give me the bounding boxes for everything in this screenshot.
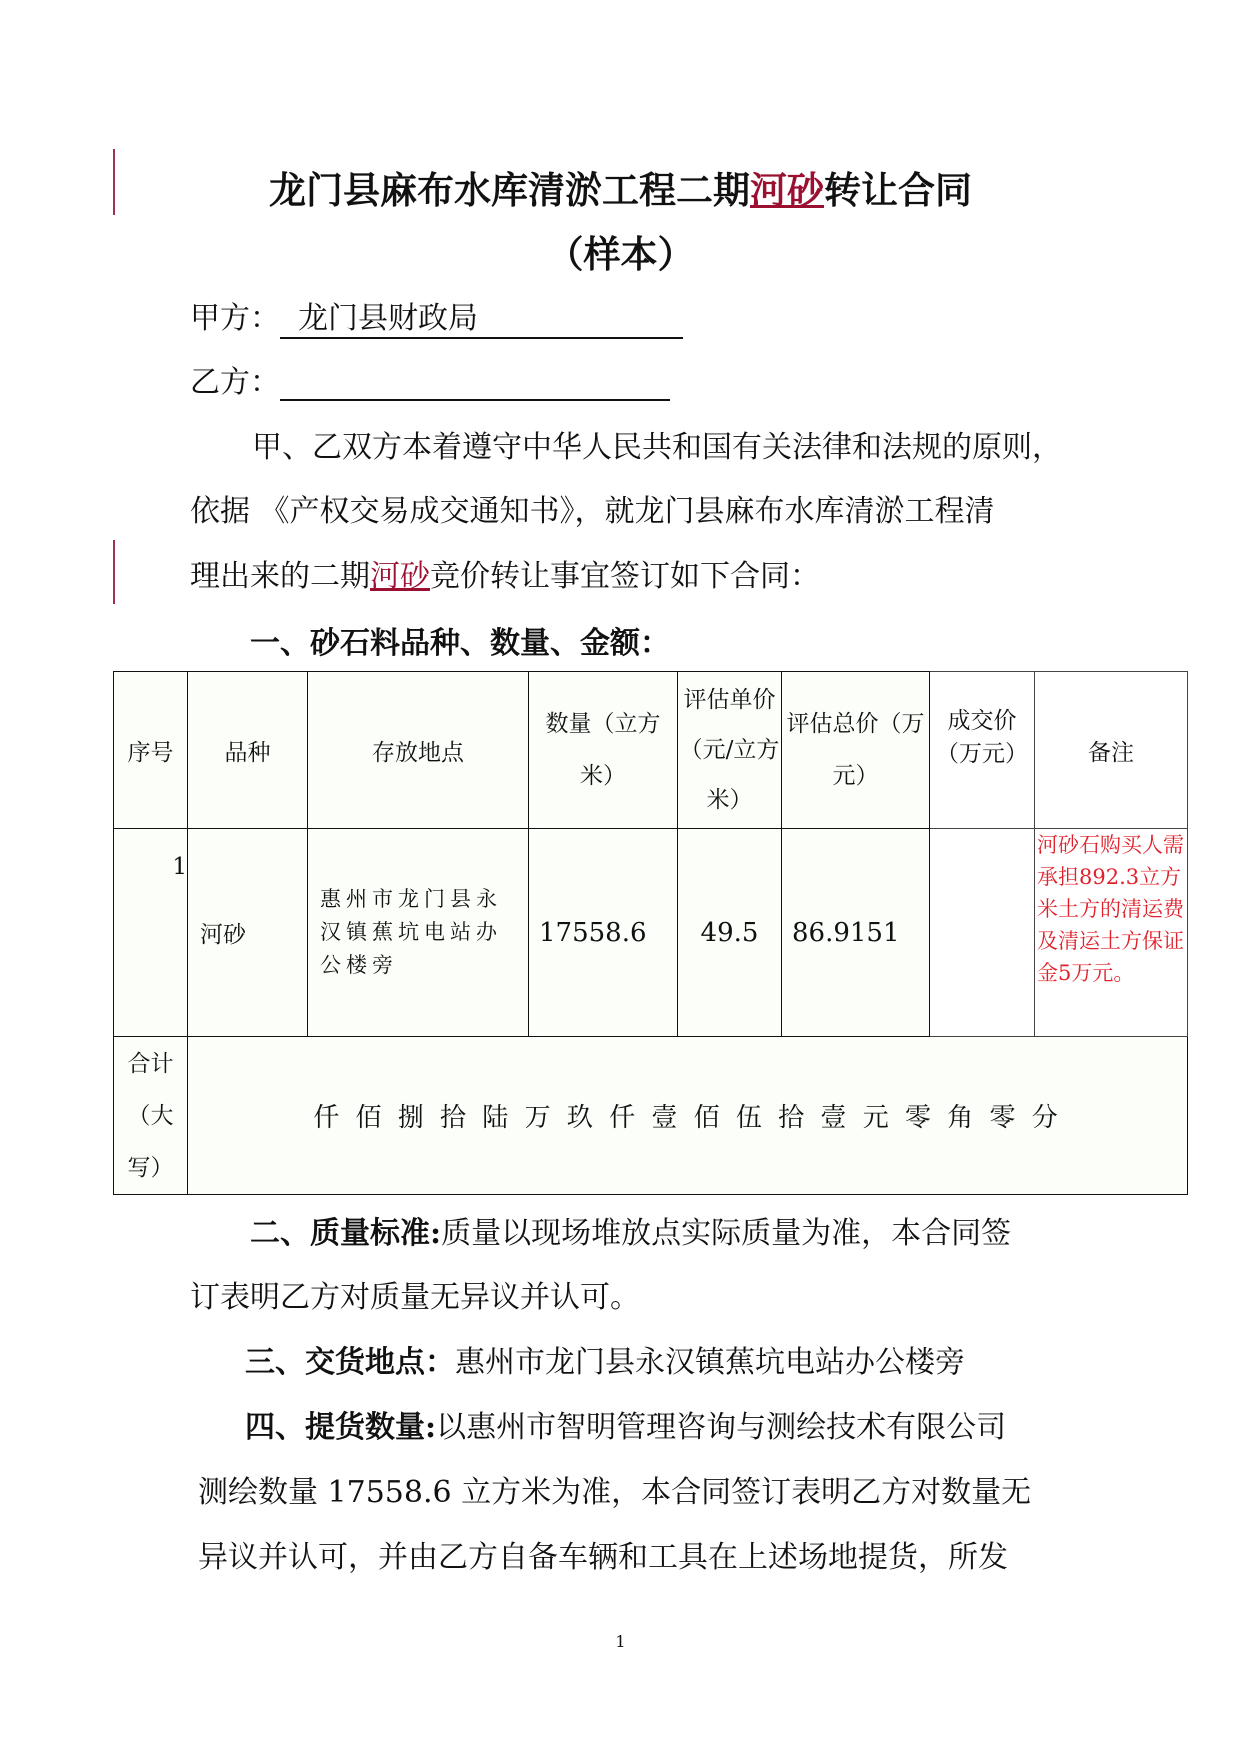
cell-note: 河砂石购买人需承担892.3立方米土方的清运费及清运土方保证金5万元。 <box>1035 829 1188 1037</box>
cell-no: 1 <box>114 829 188 1037</box>
section-heading: 一、砂石料品种、数量、金额： <box>250 626 670 661</box>
total-label: 合计（大写） <box>114 1037 188 1195</box>
cell-location: 惠州市龙门县永汉镇蕉坑电站办公楼旁 <box>308 829 529 1037</box>
party-b: 乙方： <box>190 357 670 401</box>
page-number: 1 <box>615 1632 626 1651</box>
section-2: 二、质量标准:质量以现场堆放点实际质量为准，本合同签 <box>250 1216 1012 1251</box>
header-cell: 数量（立方米） <box>529 672 678 829</box>
party-b-value <box>280 365 670 401</box>
header-cell: 备注 <box>1035 672 1188 829</box>
table-total-row <box>114 1037 1188 1195</box>
cell-kind: 河砂 <box>188 829 308 1037</box>
section-4: 四、提货数量:以惠州市智明管理咨询与测绘技术有限公司 <box>245 1410 1007 1445</box>
section-3: 三、交货地点：惠州市龙门县永汉镇蕉坑电站办公楼旁 <box>245 1345 965 1380</box>
section-4-cont: 异议并认可，并由乙方自备车辆和工具在上述场地提货，所发 <box>198 1540 1008 1575</box>
total-amount-words: 仟 佰 捌 拾 陆 万 玖 仟 壹 佰 伍 拾 壹 元 零 角 零 分 <box>188 1037 1188 1195</box>
section-4-cont: 测绘数量 17558.6 立方米为准，本合同签订表明乙方对数量无 <box>198 1475 1032 1510</box>
header-cell: 评估总价（万元） <box>782 672 930 829</box>
table-header-row <box>114 672 1188 829</box>
intro-line: 甲、乙双方本着遵守中华人民共和国有关法律和法规的原则， <box>252 430 1062 465</box>
header-cell: 序号 <box>114 672 188 829</box>
table-row <box>114 829 1188 1037</box>
cell-unit-price: 49.5 <box>678 829 782 1037</box>
header-cell: 存放地点 <box>308 672 529 829</box>
cell-total: 86.9151 <box>782 829 930 1037</box>
intro-line: 依据 《产权交易成交通知书》，就龙门县麻布水库清淤工程清 <box>190 494 995 529</box>
cell-deal-price <box>930 829 1035 1037</box>
document-subtitle: （样本） <box>546 232 695 276</box>
goods-table <box>113 671 1188 1195</box>
header-cell: 评估单价（元/立方米） <box>678 672 782 829</box>
header-cell: 品种 <box>188 672 308 829</box>
document-title: 龙门县麻布水库清淤工程二期河砂转让合同 <box>269 168 972 212</box>
party-a-value: 龙门县财政局 <box>280 293 683 339</box>
cell-quantity: 17558.6 <box>529 829 678 1037</box>
section-2-cont: 订表明乙方对质量无异议并认可。 <box>190 1280 640 1315</box>
header-cell: 成交价（万元） <box>930 672 1035 829</box>
change-bar <box>113 540 115 604</box>
intro-line: 理出来的二期河砂竞价转让事宜签订如下合同： <box>190 559 820 594</box>
party-a: 甲方： 龙门县财政局 <box>190 293 683 339</box>
